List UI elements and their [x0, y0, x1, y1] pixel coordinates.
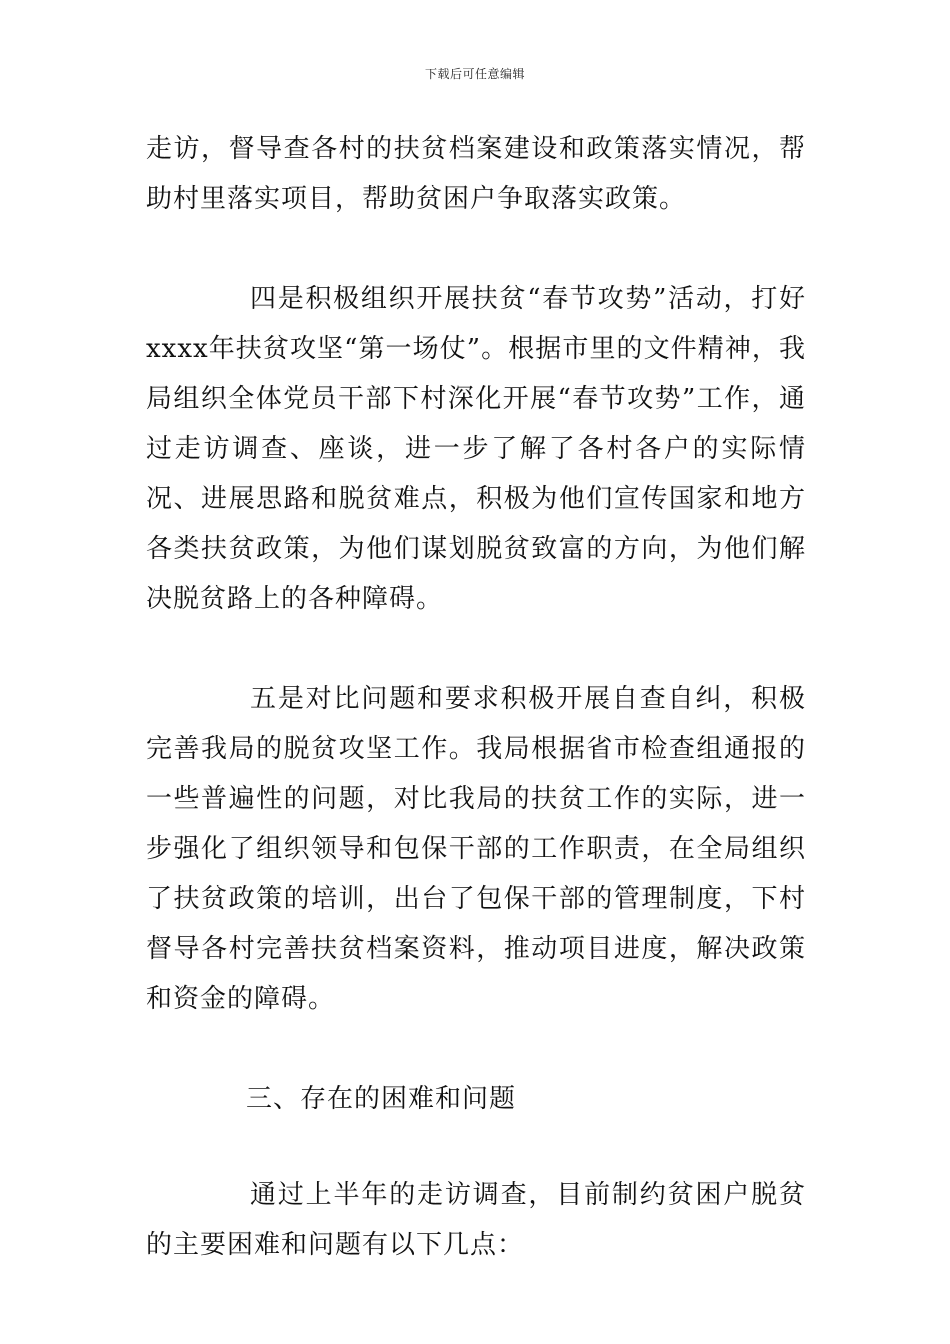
paragraph-self-inspection: 五是对比问题和要求积极开展自查自纠，积极完善我局的脱贫攻坚工作。我局根据省市检查组通报的一些普遍性的问题，对比我局的扶贫工作的实际，进一步强化了组织领导和包保干部的工作职责，在全局组织了扶贫政策的培训，出台了包保干部的管理制度，下村督导各村完善扶贫档案资料，推动项目进度，解决政策和资金的障碍。: [146, 684, 806, 1014]
paragraph-spring-campaign: 四是积极组织开展扶贫“春节攻势”活动，打好xxxx年扶贫攻坚“第一场仗”。根据市里的文件精神，我局组织全体党员干部下村深化开展“春节攻势”工作，通过走访调查、座谈，进一步了解了各村各户的实际情况、进展思路和脱贫难点，积极为他们宣传国家和地方各类扶贫政策，为他们谋划脱贫致富的方向，为他们解决脱贫路上的各种障碍。: [146, 284, 806, 614]
section-heading: 三、存在的困难和问题: [246, 1084, 517, 1114]
page-header: 下载后可任意编辑: [424, 67, 525, 81]
document-body: [146, 124, 806, 1270]
paragraph-problems-intro: 通过上半年的走访调查，目前制约贫困户脱贫的主要困难和问题有以下几点：: [146, 1180, 806, 1260]
paragraph-continuation: 走访，督导查各村的扶贫档案建设和政策落实情况，帮助村里落实项目，帮助贫困户争取落实政策。: [146, 134, 806, 214]
